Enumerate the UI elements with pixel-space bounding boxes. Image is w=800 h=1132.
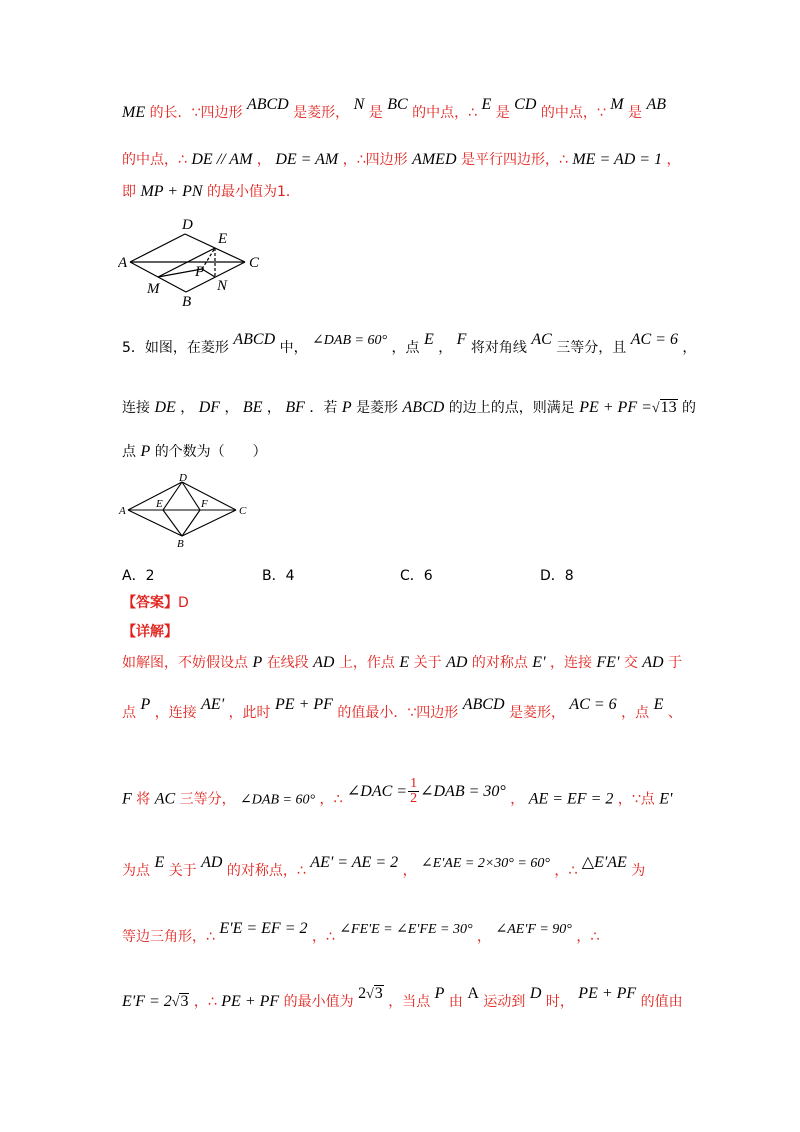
text: ， — [266, 400, 281, 416]
math: P — [252, 654, 263, 671]
label-e: E — [156, 498, 163, 510]
text: 上，作点 — [338, 655, 395, 671]
math: DF — [198, 399, 221, 416]
math: CD — [514, 96, 537, 113]
fraction — [408, 777, 419, 806]
exp-prev-line-3 — [122, 181, 682, 203]
text: 关于 — [168, 863, 197, 879]
label-p: P — [195, 264, 205, 280]
math: A — [467, 985, 479, 1002]
label-n: N — [217, 278, 228, 294]
text: 在线段 — [266, 655, 309, 671]
text: 即 — [122, 184, 136, 200]
math: △E'AE — [581, 854, 627, 871]
text: ， — [256, 152, 271, 168]
math: PE + PF — [275, 696, 333, 713]
label-c: C — [239, 505, 247, 517]
math: ABCD — [246, 96, 289, 113]
math: F — [456, 331, 467, 348]
text: 的边上的点，则满足 — [448, 400, 575, 416]
math: AC — [531, 331, 552, 348]
label-d: D — [182, 217, 193, 233]
math: E — [423, 331, 434, 348]
numerator: 1 — [410, 776, 418, 791]
text: 于 — [668, 655, 683, 671]
math: ME — [122, 104, 146, 121]
text: ， — [438, 340, 453, 356]
math: ∠E'AE = 2×30° = 60° — [421, 856, 550, 871]
math: AE' = AE = 2 — [310, 854, 399, 871]
math: DE // AM — [191, 151, 253, 168]
text: 点 — [122, 705, 136, 721]
text: ，∴ — [576, 929, 600, 945]
text: ， — [180, 400, 195, 416]
text: 的最小值为1． — [206, 184, 300, 200]
math: M — [610, 96, 624, 113]
text: ， — [224, 400, 239, 416]
text: 连接 — [122, 400, 150, 416]
math: ABCD — [402, 399, 445, 416]
text: 点 — [122, 444, 136, 460]
text: 是 — [368, 105, 383, 121]
math: E'F = 2 — [122, 993, 172, 1010]
math: AE = EF = 2 — [528, 790, 614, 808]
text: ，连接 — [154, 705, 197, 721]
math: PE + PF — [578, 985, 637, 1002]
text: ，∴ — [554, 863, 578, 879]
math: AD — [201, 854, 223, 871]
math: AD — [313, 654, 335, 671]
math: N — [353, 96, 365, 113]
math: P — [140, 443, 151, 460]
text: 5．如图，在菱形 — [122, 340, 229, 356]
exp-prev-line-2 — [122, 149, 682, 171]
math: ABCD — [462, 696, 505, 713]
text: ．若 — [309, 400, 338, 416]
text: 运动到 — [483, 994, 526, 1010]
math: E — [399, 654, 410, 671]
math: ∠DAB = 60° — [240, 792, 316, 808]
text: ， — [402, 863, 417, 879]
text: 的最小值为 — [283, 994, 354, 1010]
label-a: A — [119, 505, 126, 517]
text: ， — [666, 152, 681, 168]
math: 2 — [358, 985, 367, 1002]
math: P — [434, 985, 445, 1002]
label-e: E — [218, 231, 228, 247]
text: ， — [477, 929, 492, 945]
text: 三等分，且 — [556, 340, 627, 356]
text: 如解图，不妨假设点 — [122, 655, 248, 671]
text: 三等分， — [179, 791, 236, 808]
question-line-1 — [122, 331, 697, 360]
text: 交 — [623, 655, 638, 671]
text: 的值由 — [640, 994, 683, 1010]
rhombus-figure-2 — [118, 472, 256, 548]
label-c: C — [249, 255, 260, 271]
text: 是菱形， — [508, 705, 565, 721]
text: 关于 — [413, 655, 442, 671]
exp-line-4 — [122, 854, 682, 883]
math: DE = AM — [275, 151, 339, 168]
text: ，∴ — [311, 929, 335, 945]
label-d: D — [179, 472, 187, 484]
math: E — [481, 96, 492, 113]
text: ， — [510, 791, 525, 808]
text: 的中点，∴ — [412, 105, 478, 121]
math: AC = 6 — [630, 331, 678, 348]
math: E' — [532, 654, 546, 671]
text: 为点 — [122, 863, 150, 879]
math: E'E = EF = 2 — [219, 920, 308, 937]
text: 是平行四边形，∴ — [460, 152, 568, 168]
exp-prev-line-1 — [122, 96, 682, 124]
math: ∠DAC = — [346, 782, 408, 800]
text: 为 — [631, 863, 646, 879]
math: ME = AD = 1 — [572, 151, 663, 168]
math: AMED — [412, 151, 457, 168]
exp-line-5 — [122, 920, 682, 949]
sqrt-radicand: 3 — [374, 985, 383, 1002]
text: ，∵点 — [617, 791, 655, 808]
text: 的中点，∵ — [540, 105, 606, 121]
label-b: B — [177, 538, 184, 548]
exp-line-1 — [122, 652, 682, 674]
math: BF — [285, 399, 305, 416]
answer-value: D — [178, 595, 189, 611]
math: BC — [387, 96, 408, 113]
text: 是菱形， — [293, 105, 350, 121]
text: 的对称点，∴ — [226, 863, 306, 879]
question-line-2: 连接 DE ， DF ， BE ， BF ．若 P 是菱形 ABCD 的边上的点，则满足 PE + PF =√13 的 — [122, 399, 697, 416]
exp-line-2 — [122, 696, 682, 724]
question-line-3 — [122, 441, 682, 463]
text: 时， — [545, 994, 574, 1010]
math: ABCD — [233, 331, 276, 348]
math: P — [341, 399, 352, 416]
math: MP + PN — [140, 183, 203, 200]
math: E — [154, 854, 165, 871]
option-d: D．8 — [540, 568, 574, 584]
denominator: 2 — [410, 791, 418, 806]
answer-line — [122, 592, 682, 614]
text: 是菱形 — [356, 400, 399, 416]
text: ， — [682, 340, 697, 356]
math: ∠AE'F = 90° — [495, 922, 572, 937]
text: 的中点，∴ — [122, 152, 187, 168]
math: AE' — [201, 696, 225, 713]
math: AC = 6 — [569, 696, 617, 713]
text: 的个数为（ ） — [154, 444, 267, 460]
text: 的对称点 — [471, 655, 528, 671]
math: ∠DAB = 60° — [312, 333, 388, 348]
text: ，点 — [621, 705, 650, 721]
text: ，点 — [391, 340, 420, 356]
text: 由 — [448, 994, 463, 1010]
text: 将对角线 — [470, 340, 527, 356]
text: ，∴四边形 — [342, 152, 408, 168]
math: PE + PF = — [579, 399, 652, 416]
text: ，连接 — [549, 655, 592, 671]
text: 的值最小．∵四边形 — [337, 705, 459, 721]
text: ，∴ — [193, 994, 217, 1010]
exp-line-3 — [122, 776, 682, 814]
text: 的 — [682, 400, 697, 416]
sqrt-radicand: 3 — [180, 993, 189, 1010]
math: D — [529, 985, 542, 1002]
math: AD — [446, 654, 468, 671]
math: F — [122, 790, 132, 808]
text: 中， — [279, 340, 308, 356]
text: 将 — [136, 791, 151, 808]
option-a: A．2 — [122, 568, 155, 584]
text: ，此时 — [228, 705, 271, 721]
math: AB — [646, 96, 667, 113]
option-b: B．4 — [262, 568, 295, 584]
sqrt-radicand: 13 — [660, 399, 677, 416]
math: ∠FE'E = ∠E'FE = 30° — [339, 922, 473, 937]
text: ，当点 — [388, 994, 431, 1010]
text: 、 — [667, 705, 682, 721]
math: FE' — [596, 654, 620, 671]
math: E' — [659, 790, 673, 808]
rhombus-figure-1 — [118, 212, 268, 308]
math: AD — [642, 654, 664, 671]
label-a: A — [118, 255, 128, 271]
label-b: B — [182, 294, 192, 308]
math: P — [140, 696, 151, 713]
text: 的长．∵四边形 — [149, 105, 243, 121]
text: 等边三角形，∴ — [122, 929, 215, 945]
text: 是 — [495, 105, 510, 121]
math: AC — [154, 790, 176, 808]
text: 是 — [628, 105, 643, 121]
text: ，∴ — [319, 791, 343, 808]
math: DE — [154, 399, 176, 416]
option-c: C．6 — [400, 568, 433, 584]
exp-line-6: E'F = 2√3 ，∴ PE + PF 的最小值为 2√3 ，当点 P 由 A 运动到 D 时， PE + PF 的值由 — [122, 985, 683, 1010]
label-f: F — [201, 498, 208, 510]
math: BE — [242, 399, 263, 416]
answer-label: 【答案】 — [122, 595, 178, 611]
label-m: M — [147, 281, 160, 297]
detail-label: 【详解】 — [122, 624, 178, 640]
math: E — [653, 696, 664, 713]
math: ∠DAB = 30° — [420, 782, 506, 800]
math: PE + PF — [221, 993, 280, 1010]
